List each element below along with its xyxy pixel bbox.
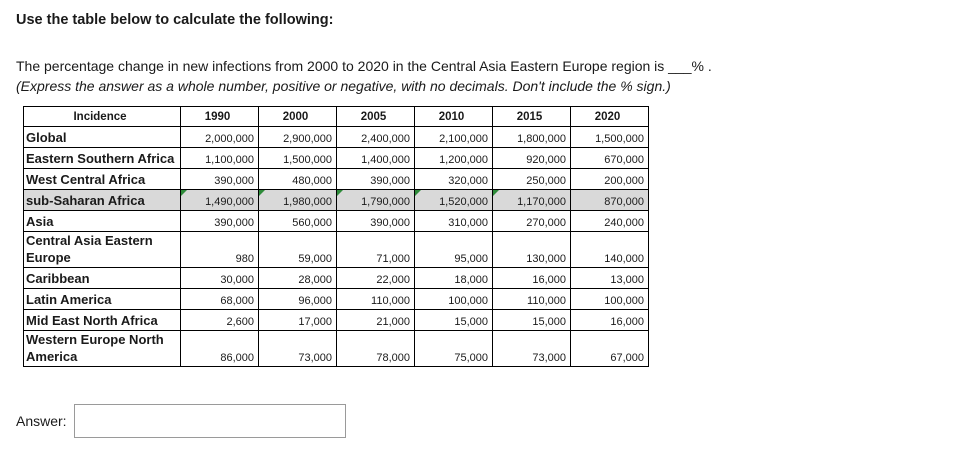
table-row — [24, 211, 649, 232]
value-cell: 110,000 — [493, 289, 571, 310]
value-cell: 870,000 — [571, 190, 649, 211]
value-text: 1,520,000 — [439, 196, 488, 208]
value-cell: 73,000 — [493, 331, 571, 367]
instructions-heading: Use the table below to calculate the following: — [16, 12, 334, 28]
value-text: 1,790,000 — [361, 196, 410, 208]
value-cell: 68,000 — [181, 289, 259, 310]
value-cell: 28,000 — [259, 268, 337, 289]
question-text: The percentage change in new infections from 2000 to 2020 in the Central Asia Eastern Europe region is ___% . — [16, 58, 712, 74]
region-cell: Global — [24, 127, 181, 148]
value-cell: 86,000 — [181, 331, 259, 367]
formula-marker-icon — [181, 190, 187, 196]
value-cell: 920,000 — [493, 148, 571, 169]
table-row-highlighted — [24, 190, 649, 211]
question-block — [16, 56, 946, 96]
question-note: (Express the answer as a whole number, positive or negative, with no decimals. Don't include the % sign.) — [16, 78, 671, 94]
region-cell: West Central Africa — [24, 169, 181, 190]
value-cell: 110,000 — [337, 289, 415, 310]
value-cell: 17,000 — [259, 310, 337, 331]
header-incidence: Incidence — [24, 107, 181, 127]
value-cell: 390,000 — [181, 169, 259, 190]
value-cell: 240,000 — [571, 211, 649, 232]
value-cell: 67,000 — [571, 331, 649, 367]
header-year: 1990 — [181, 107, 259, 127]
region-cell: Latin America — [24, 289, 181, 310]
header-year: 2015 — [493, 107, 571, 127]
value-cell — [493, 190, 571, 211]
value-text: 1,490,000 — [205, 196, 254, 208]
value-text: 1,980,000 — [283, 196, 332, 208]
value-cell: 2,000,000 — [181, 127, 259, 148]
table-row — [24, 148, 649, 169]
value-cell: 18,000 — [415, 268, 493, 289]
value-cell: 1,400,000 — [337, 148, 415, 169]
formula-marker-icon — [259, 190, 265, 196]
header-year: 2000 — [259, 107, 337, 127]
header-year: 2010 — [415, 107, 493, 127]
formula-marker-icon — [337, 190, 343, 196]
value-cell — [181, 190, 259, 211]
value-cell — [415, 190, 493, 211]
value-cell: 2,100,000 — [415, 127, 493, 148]
value-cell: 1,500,000 — [571, 127, 649, 148]
value-cell: 200,000 — [571, 169, 649, 190]
value-cell: 30,000 — [181, 268, 259, 289]
value-cell: 320,000 — [415, 169, 493, 190]
value-cell: 2,900,000 — [259, 127, 337, 148]
table-row — [24, 331, 649, 367]
value-cell: 140,000 — [571, 232, 649, 268]
table-row — [24, 169, 649, 190]
value-cell: 2,400,000 — [337, 127, 415, 148]
value-cell: 100,000 — [571, 289, 649, 310]
table-header-row — [24, 107, 649, 127]
value-cell: 96,000 — [259, 289, 337, 310]
value-cell: 250,000 — [493, 169, 571, 190]
formula-marker-icon — [493, 190, 499, 196]
value-cell: 75,000 — [415, 331, 493, 367]
header-year: 2020 — [571, 107, 649, 127]
formula-marker-icon — [415, 190, 421, 196]
value-cell: 22,000 — [337, 268, 415, 289]
value-cell: 73,000 — [259, 331, 337, 367]
table-row — [24, 268, 649, 289]
value-cell — [259, 190, 337, 211]
table-row — [24, 127, 649, 148]
table-row — [24, 232, 649, 268]
table-row — [24, 289, 649, 310]
region-cell: Caribbean — [24, 268, 181, 289]
region-cell: Western Europe North America — [24, 331, 181, 367]
answer-input[interactable] — [74, 404, 346, 438]
value-cell: 78,000 — [337, 331, 415, 367]
value-cell: 1,800,000 — [493, 127, 571, 148]
value-cell: 100,000 — [415, 289, 493, 310]
value-cell: 16,000 — [493, 268, 571, 289]
value-cell: 130,000 — [493, 232, 571, 268]
value-text: 1,170,000 — [517, 196, 566, 208]
value-cell: 21,000 — [337, 310, 415, 331]
value-cell: 15,000 — [415, 310, 493, 331]
value-cell: 59,000 — [259, 232, 337, 268]
value-cell: 16,000 — [571, 310, 649, 331]
value-cell: 270,000 — [493, 211, 571, 232]
value-cell: 560,000 — [259, 211, 337, 232]
answer-label: Answer: — [16, 413, 67, 429]
value-cell: 95,000 — [415, 232, 493, 268]
region-cell: Central Asia Eastern Europe — [24, 232, 181, 268]
value-cell: 310,000 — [415, 211, 493, 232]
region-cell: Mid East North Africa — [24, 310, 181, 331]
incidence-table — [23, 106, 649, 367]
value-cell: 1,100,000 — [181, 148, 259, 169]
table-row — [24, 310, 649, 331]
header-year: 2005 — [337, 107, 415, 127]
region-cell: Asia — [24, 211, 181, 232]
value-cell — [337, 190, 415, 211]
value-cell: 1,200,000 — [415, 148, 493, 169]
value-cell: 71,000 — [337, 232, 415, 268]
value-cell: 670,000 — [571, 148, 649, 169]
value-cell: 390,000 — [181, 211, 259, 232]
region-cell: Eastern Southern Africa — [24, 148, 181, 169]
value-cell: 480,000 — [259, 169, 337, 190]
value-cell: 13,000 — [571, 268, 649, 289]
value-cell: 15,000 — [493, 310, 571, 331]
value-cell: 1,500,000 — [259, 148, 337, 169]
region-cell: sub-Saharan Africa — [24, 190, 181, 211]
value-cell: 390,000 — [337, 211, 415, 232]
value-cell: 2,600 — [181, 310, 259, 331]
value-cell: 390,000 — [337, 169, 415, 190]
value-cell: 980 — [181, 232, 259, 268]
